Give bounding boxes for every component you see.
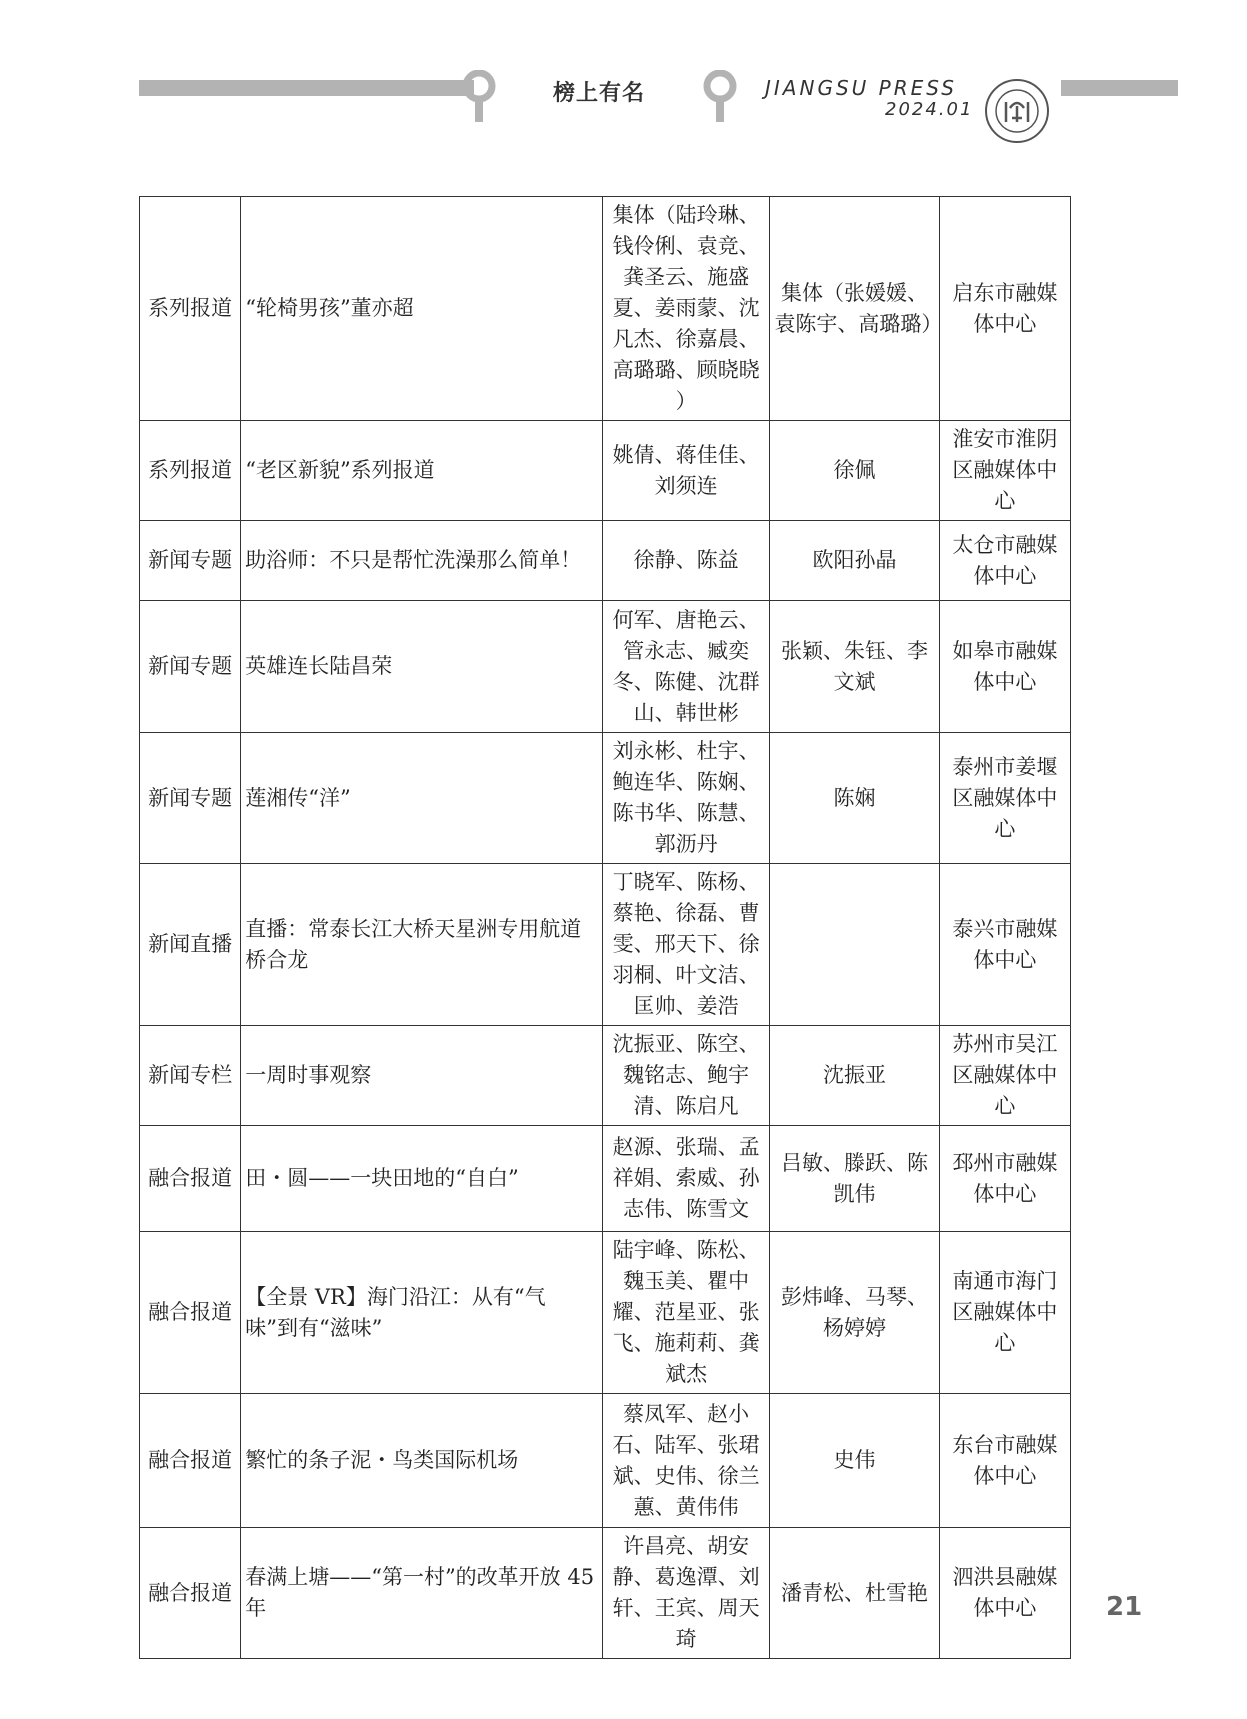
table-row	[140, 1394, 1071, 1528]
map-pin-icon	[462, 70, 496, 124]
category-cell: 新闻直播	[140, 864, 241, 1026]
unit-cell: 苏州市吴江区融媒体中心	[939, 1026, 1070, 1126]
editors-cell: 吕敏、滕跃、陈凯伟	[770, 1126, 939, 1232]
unit-cell: 邳州市融媒体中心	[939, 1126, 1070, 1232]
title-cell: 田・圆——一块田地的“自白”	[241, 1126, 603, 1232]
magazine-name: JIANGSU PRESS	[765, 76, 957, 100]
unit-cell: 如皋市融媒体中心	[939, 601, 1070, 733]
table-row	[140, 421, 1071, 521]
table-row	[140, 864, 1071, 1026]
authors-cell: 丁晓军、陈杨、蔡艳、徐磊、曹雯、邢天下、徐羽桐、叶文洁、匡帅、姜浩	[602, 864, 769, 1026]
unit-cell: 泗洪县融媒体中心	[939, 1528, 1070, 1659]
authors-cell: 赵源、张瑞、孟祥娟、索威、孙志伟、陈雪文	[602, 1126, 769, 1232]
title-cell: 一周时事观察	[241, 1026, 603, 1126]
authors-cell: 集体（陆玲琳、钱伶俐、袁竞、龚圣云、施盛夏、姜雨蒙、沈凡杰、徐嘉晨、高璐璐、顾晓晓 ）	[602, 197, 769, 421]
unit-cell: 淮安市淮阴区融媒体中心	[939, 421, 1070, 521]
editors-cell: 徐佩	[770, 421, 939, 521]
title-cell: 繁忙的条子泥・鸟类国际机场	[241, 1394, 603, 1528]
authors-cell: 沈振亚、陈空、魏铭志、鲍宇清、陈启凡	[602, 1026, 769, 1126]
editors-cell: 彭炜峰、马琴、杨婷婷	[770, 1232, 939, 1394]
authors-cell: 何军、唐艳云、管永志、臧奕冬、陈健、沈群山、韩世彬	[602, 601, 769, 733]
unit-cell: 泰州市姜堰区融媒体中心	[939, 733, 1070, 864]
title-cell: 助浴师：不只是帮忙洗澡那么简单！	[241, 521, 603, 601]
map-pin-icon	[703, 70, 737, 124]
unit-cell: 东台市融媒体中心	[939, 1394, 1070, 1528]
page-number: 21	[1106, 1592, 1143, 1622]
category-cell: 系列报道	[140, 197, 241, 421]
awards-table	[139, 196, 1071, 1659]
editors-cell: 陈娴	[770, 733, 939, 864]
editors-cell	[770, 864, 939, 1026]
title-cell: “老区新貌”系列报道	[241, 421, 603, 521]
authors-cell: 许昌亮、胡安静、葛逸潭、刘轩、王宾、周天琦	[602, 1528, 769, 1659]
unit-cell: 启东市融媒体中心	[939, 197, 1070, 421]
header-bar-right	[1061, 80, 1178, 96]
table-row	[140, 1026, 1071, 1126]
table-row	[140, 601, 1071, 733]
table-row	[140, 733, 1071, 864]
editors-cell: 史伟	[770, 1394, 939, 1528]
authors-cell: 徐静、陈益	[602, 521, 769, 601]
title-cell: 春满上塘——“第一村”的改革开放 45 年	[241, 1528, 603, 1659]
association-seal-icon	[984, 78, 1050, 144]
category-cell: 融合报道	[140, 1232, 241, 1394]
header-bar-left	[139, 80, 474, 96]
editors-cell: 沈振亚	[770, 1026, 939, 1126]
title-cell: 直播：常泰长江大桥天星洲专用航道桥合龙	[241, 864, 603, 1026]
title-cell: 英雄连长陆昌荣	[241, 601, 603, 733]
category-cell: 新闻专栏	[140, 1026, 241, 1126]
authors-cell: 姚倩、蒋佳佳、刘须连	[602, 421, 769, 521]
category-cell: 新闻专题	[140, 601, 241, 733]
category-cell: 融合报道	[140, 1126, 241, 1232]
table-row	[140, 197, 1071, 421]
title-cell: 【全景 VR】海门沿江：从有“气味”到有“滋味”	[241, 1232, 603, 1394]
editors-cell: 张颖、朱钰、李文斌	[770, 601, 939, 733]
table-row	[140, 521, 1071, 601]
category-cell: 系列报道	[140, 421, 241, 521]
magazine-issue: 2024.01	[885, 99, 974, 120]
editors-cell: 集体（张媛媛、袁陈宇、高璐璐）	[770, 197, 939, 421]
authors-cell: 陆宇峰、陈松、魏玉美、瞿中耀、范星亚、张飞、施莉莉、龚斌杰	[602, 1232, 769, 1394]
editors-cell: 潘青松、杜雪艳	[770, 1528, 939, 1659]
category-cell: 融合报道	[140, 1394, 241, 1528]
category-cell: 新闻专题	[140, 521, 241, 601]
authors-cell: 蔡凤军、赵小石、陆军、张珺斌、史伟、徐兰蕙、黄伟伟	[602, 1394, 769, 1528]
title-cell: “轮椅男孩”董亦超	[241, 197, 603, 421]
table-row	[140, 1232, 1071, 1394]
authors-cell: 刘永彬、杜宇、鲍连华、陈娴、陈书华、陈慧、郭沥丹	[602, 733, 769, 864]
unit-cell: 太仓市融媒体中心	[939, 521, 1070, 601]
category-cell: 新闻专题	[140, 733, 241, 864]
title-cell: 莲湘传“洋”	[241, 733, 603, 864]
editors-cell: 欧阳孙晶	[770, 521, 939, 601]
table-row	[140, 1528, 1071, 1659]
category-cell: 融合报道	[140, 1528, 241, 1659]
section-title: 榜上有名	[553, 81, 646, 106]
table-row	[140, 1126, 1071, 1232]
unit-cell: 泰兴市融媒体中心	[939, 864, 1070, 1026]
unit-cell: 南通市海门区融媒体中心	[939, 1232, 1070, 1394]
